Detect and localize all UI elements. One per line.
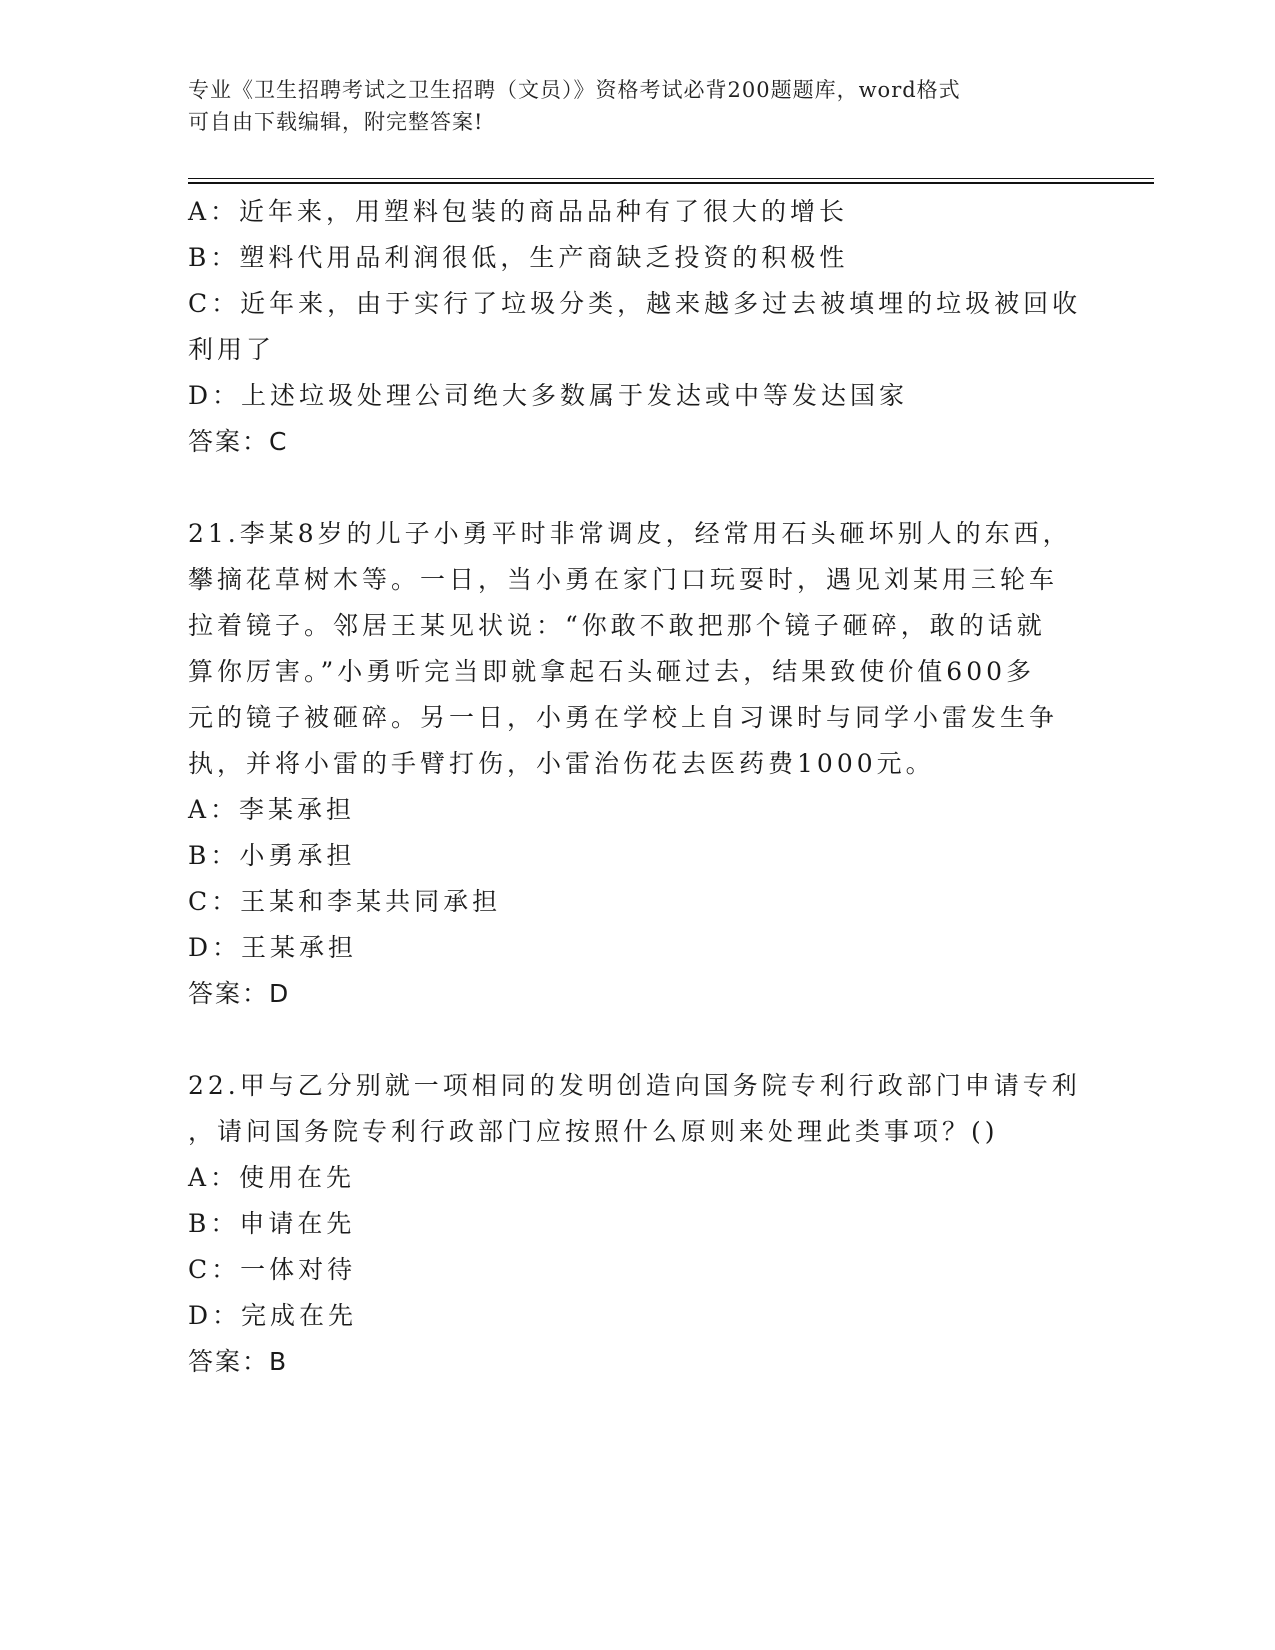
- option-a: A：李某承担: [188, 795, 356, 824]
- header-line-2: 可自由下载编辑，附完整答案!: [188, 110, 484, 134]
- question-22: [188, 1063, 1081, 1385]
- document-header: [188, 74, 1068, 138]
- question-stem-line: 拉着镜子。邻居王某见状说：“你敢不敢把那个镜子砸碎，敢的话就: [188, 611, 1046, 640]
- option-d: D：王某承担: [188, 933, 358, 962]
- option-c: C：一体对待: [188, 1255, 357, 1284]
- option-c: C：王某和李某共同承担: [188, 887, 502, 916]
- option-d: D：上述垃圾处理公司绝大多数属于发达或中等发达国家: [188, 381, 909, 410]
- question-stem-line: 22.甲与乙分别就一项相同的发明创造向国务院专利行政部门申请专利: [188, 1071, 1081, 1100]
- spacer: [188, 1017, 1078, 1063]
- option-c: C：近年来，由于实行了垃圾分类，越来越多过去被填埋的垃圾被回收: [188, 289, 1082, 318]
- spacer: [188, 465, 1078, 511]
- header-divider: [188, 178, 1154, 179]
- question-stem-line: ，请问国务院专利行政部门应按照什么原则来处理此类事项？(): [188, 1117, 999, 1146]
- header-divider-thick: [188, 182, 1154, 184]
- question-stem-line: 元的镜子被砸碎。另一日，小勇在学校上自习课时与同学小雷发生争: [188, 703, 1059, 732]
- option-b: B：小勇承担: [188, 841, 356, 870]
- option-c-continued: 利用了: [188, 335, 276, 364]
- question-20: [188, 189, 1082, 465]
- option-d: D：完成在先: [188, 1301, 358, 1330]
- option-a: A：近年来，用塑料包装的商品品种有了很大的增长: [188, 197, 849, 226]
- question-stem-line: 执，并将小雷的手臂打伤，小雷治伤花去医药费1000元。: [188, 749, 935, 778]
- question-stem-line: 21.李某8岁的儿子小勇平时非常调皮，经常用石头砸坏别人的东西，: [188, 519, 1072, 548]
- option-b: B：塑料代用品利润很低，生产商缺乏投资的积极性: [188, 243, 849, 272]
- question-21: [188, 511, 1078, 1017]
- question-content: [188, 189, 1082, 1385]
- answer: 答案：D: [188, 979, 291, 1008]
- answer: 答案：B: [188, 1347, 289, 1376]
- answer: 答案：C: [188, 427, 289, 456]
- header-line-1: 专业《卫生招聘考试之卫生招聘（文员）》资格考试必背200题题库，word格式: [188, 78, 961, 102]
- question-stem-line: 算你厉害。”小勇听完当即就拿起石头砸过去，结果致使价值600多: [188, 657, 1036, 686]
- question-stem-line: 攀摘花草树木等。一日，当小勇在家门口玩耍时，遇见刘某用三轮车: [188, 565, 1059, 594]
- option-a: A：使用在先: [188, 1163, 356, 1192]
- option-b: B：申请在先: [188, 1209, 356, 1238]
